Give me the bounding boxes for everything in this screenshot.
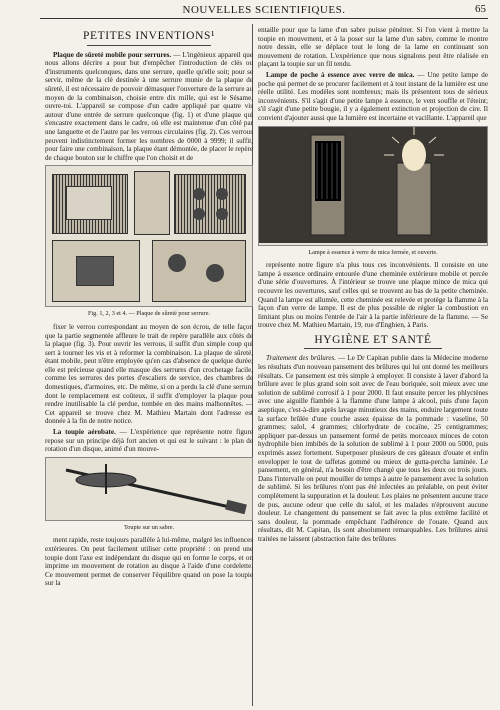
section-divider: [87, 45, 212, 46]
paragraph-lead: Plaque de sûreté mobile pour serrures.: [53, 50, 172, 59]
paragraph-text: — L'ingénieux appareil que nous allons décrire a pour but d'empêcher l'introduction de clés ou d'instruments quelconques, dans une serrure, quelle qu'elle soit; pour se servir, même de la clé destinée à une serrure munie de la plaque de sûreté, il est nécessaire de pouvoir démasquer l'ouverture de la serrure au moyen de la combinaison, choisie entre dix mille, qui est le Sésame, ouvre-toi. L'appareil se compose d'un cadre appliqué par quatre vis autour d'une entrée de serrure quelconque (fig. 1) et d'une plaque qui s'encastre exactement dans le cadre, où elle est maintenue d'un côté par une languette et de l'autre par les verrous circulaires (fig. 2). Ces verrous peuvent indistinctement former les nombres de 0000 à 9999; il suffit, pour faire une combinaison, la plaque étant démontée, de placer le repère de chaque bouton sur le chiffre que l'on choisit et de: [45, 50, 253, 162]
journal-title: NOUVELLES SCIENTIFIQUES.: [182, 4, 346, 16]
right-column: [258, 26, 488, 546]
paragraph-lead: Lampe de poche à essence avec verre de mica.: [266, 70, 415, 79]
section-divider: [304, 348, 442, 349]
hand-illustration: [134, 171, 170, 235]
section-title-hygiene: HYGIÈNE ET SANTÉ: [314, 333, 432, 346]
figure-lock-plate: [45, 165, 253, 307]
paragraph: [258, 71, 488, 123]
figure-caption: Lampe à essence à verre de mica fermée, et ouverte.: [308, 248, 438, 256]
running-header: [40, 2, 488, 19]
paragraph-text: — Une petite lampe de poche qui permet de se procurer facilement et à tout instant de la lumière est une réelle utilité. Les modèles sont nombreux; mais ils présentent tous de sérieux inconvénients. S'il s'agit d'une petite lampe à essence, le vent souffle et l'éteint; s'il s'agit d'une petite bougie, il y a également extinction et projection de cire. Il convient d'ajouter aussi que la lumière est incertaine et vacillante. L'appareil que: [258, 70, 488, 122]
verrou-mechanism-illustration: [152, 240, 246, 302]
sabre-top-illustration: [46, 458, 252, 518]
figure-caption: Fig. 1, 2, 3 et 4. — Plaque de sûreté pour serrure.: [87, 310, 210, 318]
page-number: 65: [475, 3, 486, 15]
paragraph-text: — Le Dr Capitan publie dans la Médecine moderne les résultats d'un nouveau pansement des brûlures qui lui ont donné les meilleurs résultats. Ce pansement est très simple à employer. Il consiste à laver d'abord la brûlure avec le plus grand soin soit avec de l'eau boriquée, soit mieux avec une solution de sublimé corrosif à 1 pour 2000. Il faut ensuite percer les phlyctènes avec une aiguille flambée à la flamme d'une lampe à alcool, puis d'une façon aseptique, c'est-à-dire après lavage minutieux des mains, enduire largement toute la surface brûlée d'une couche assez épaisse de la pommade : vaseline, 50 grammes; salol, 4 grammes; chlorhydrate de cocaïne, 25 centigrammes; appliquer par-dessus un pansement formé de petits morceaux minces de coton hydrophile bien imbibés de la solution de sublimé à 1 pour 2000 ou 5000, puis exprimés assez fortement. Superposer plusieurs de ces gâteaux d'ouate et enfin envelopper le tout de taffetas gommé ou mieux de gutta-percha laminée. Le pansement, en général, n'a besoin d'être changé que tous les deux ou trois jours. Dans l'intervalle on peut mouiller de temps à autre le pansement avec la solution de sublimé. Si les brûlures n'ont pas été infectées au préalable, on peut éviter complètement la suppuration et la douleur. Les plaies ne présentent aucune trace de pus, aucune odeur que celle du salol, et les malades n'éprouvent aucune douleur. Le changement du pansement se fait avec la plus extrême facilité et sans douleur, la pommade empêchant l'adhérence de l'ouate. Quand aux résultats, dit M. Capitan, ils sont absolument remarquables. Les brûlures ainsi traitées ne laissent (abstraction faite des brûlures: [258, 354, 489, 543]
paragraph: représente notre figure n'a plus tous ces inconvénients. Il consiste en une lampe à essence ordinaire entourée d'une cheminée extérieure mobile et percée d'une série d'ouvertures. À l'intérieur se trouve une plaque mince de mica qui recouvre les ouvertures, sauf celles qui se trouvent au bas de la petite cheminée. Quand la lampe est allumée, cette cheminée est relevée et protège la flamme à la façon d'un verre de lampe. Il est de plus possible de régler la combustion en limitant plus ou moins l'entrée de l'air à la partie inférieure de la flamme. — Se trouve chez M. Mathieu Martain, 19, rue d'Enghien, à Paris.: [258, 261, 488, 330]
paragraph: [258, 354, 488, 543]
figure-spinning-top: [45, 457, 253, 521]
paragraph-text: — L'expérience que représente notre figure repose sur un principe déjà fort ancien et qui est le suivant : le plan de rotation d'un disque, animé d'un mouve-: [45, 428, 253, 454]
dial-plate-illustration: [174, 174, 246, 234]
left-column: [45, 26, 253, 590]
paragraph: fixer le verrou correspondant au moyen de son écrou, de telle façon que la partie segmentée affleure le trait de repère parallèle aux côtés de la plaque (fig. 3). Pour ouvrir les verrous, il suffit d'un simple coup qui sert à tourner les vis et à reformer la combinaison. La plaque de sûreté, étant mobile, peut n'être employée qu'en cas d'absence de quelque durée; elle est précieuse quand elle masque des serrures d'un crochetage facile, comme les serrures des portes d'escaliers de service, des chambres de domestiques, d'armoires, etc. De même, si on a perdu la clé d'une serrure dont le remplacement est coûteux, il suffit d'employer la plaque pour rendre inutilisable la clé perdue, tombée en des mains malhonnêtes. — Cet appareil se trouve chez M. Mathieu Martain dont l'adresse est donnée à la fin de notre notice.: [45, 322, 253, 426]
lamp-illustration: [259, 127, 487, 243]
figure-pocket-lamp: [258, 126, 488, 246]
paragraph: [45, 51, 253, 163]
keyhole-illustration: [76, 256, 114, 286]
paragraph: entaille pour que la lame d'un sabre puisse pénétrer. Si l'on vient à mettre la toupie en mouvement, et à la poser sur la lame d'un sabre, comme le montre notre dessin, elle se déplace tout le long de la lame en continuant son mouvement de rotation. L'expérience que nous signalons peut être réalisée en plaçant la toupie sur un fil tendu.: [258, 26, 488, 69]
section-title-inventions: PETITES INVENTIONS¹: [82, 30, 216, 42]
lock-plate-illustration: [66, 186, 112, 220]
paragraph-lead: La toupie aérobate.: [53, 428, 116, 437]
paragraph: [45, 428, 253, 454]
paragraph: ment rapide, reste toujours parallèle à lui-même, malgré les influences extérieures. On peut facilement utiliser cette propriété : on prend une toupie dont l'axe est indépendant du disque qui en forme le corps, et on imprime un mouvement de rotation au disque à l'aide d'une cordelette. Ce mouvement permet de conserver l'équilibre quand on pose la toupie sur la: [45, 536, 253, 588]
figure-caption: Toupie sur un sabre.: [123, 523, 175, 531]
paragraph-lead: Traitement des brûlures.: [266, 354, 337, 363]
